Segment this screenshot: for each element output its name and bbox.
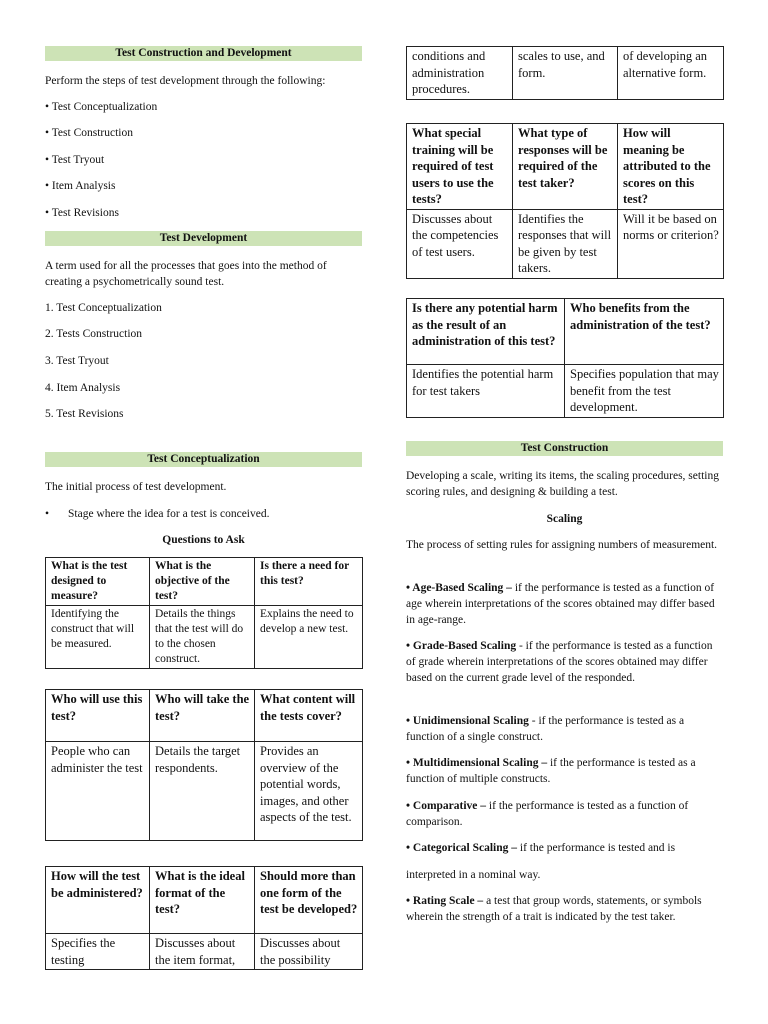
questions-table-3-continued bbox=[406, 46, 724, 100]
scaling-desc: if the performance is tested as a function of age wherein interpretations of the scores obtained may differ based in age-range. bbox=[406, 582, 715, 626]
table-cell: Details the target respondents. bbox=[150, 742, 255, 841]
table-header-cell: Who will take the test? bbox=[150, 690, 255, 742]
table-cell: Discusses about the possibility bbox=[255, 934, 363, 970]
bullet-mark: • bbox=[45, 508, 50, 520]
table-header-cell: Should more than one form of the test be developed? bbox=[255, 867, 363, 934]
questions-table-1 bbox=[45, 557, 363, 669]
numbered-item: 1. Test Conceptualization bbox=[45, 302, 162, 314]
questions-table-5 bbox=[406, 298, 724, 418]
scaling-term: • Comparative – bbox=[406, 800, 487, 812]
scaling-type-age-based bbox=[406, 580, 723, 628]
scaling-term: • Unidimensional Scaling bbox=[406, 715, 529, 727]
scaling-type-categorical bbox=[406, 840, 723, 856]
scaling-heading: Scaling bbox=[546, 513, 583, 525]
scaling-term: • Grade-Based Scaling bbox=[406, 640, 517, 652]
table-cell: Details the things that the test will do to the chosen construct. bbox=[150, 606, 255, 669]
table-header-cell: What is the objective of the test? bbox=[150, 558, 255, 606]
bullet-text: Stage where the idea for a test is conceived. bbox=[68, 508, 270, 520]
scaling-desc: a test that group words, statements, or symbols wherein the strength of a trait is indicated by the test taker. bbox=[406, 895, 702, 923]
scaling-type-multidimensional bbox=[406, 755, 723, 787]
table-cell: of developing an alternative form. bbox=[618, 47, 724, 100]
scaling-term: • Categorical Scaling – bbox=[406, 842, 518, 854]
scaling-type-comparative bbox=[406, 798, 723, 830]
table-header-cell: What is the ideal format of the test? bbox=[150, 867, 255, 934]
table-cell: Specifies population that may benefit from the test development. bbox=[565, 365, 724, 418]
table-cell: Identifies the responses that will be given by test takers. bbox=[513, 209, 618, 278]
list-item: • Test Revisions bbox=[45, 207, 119, 219]
section-title-test-conceptualization: Test Conceptualization bbox=[45, 452, 362, 467]
definition-text: A term used for all the processes that goes into the method of creating a psychometrically sound test. bbox=[45, 260, 327, 288]
table-header-cell: How will the test be administered? bbox=[46, 867, 150, 934]
table-header-cell: What is the test designed to measure? bbox=[46, 558, 150, 606]
table-header-cell: Is there a need for this test? bbox=[255, 558, 363, 606]
definition-text: The initial process of test development. bbox=[45, 481, 227, 493]
numbered-item: 4. Item Analysis bbox=[45, 382, 121, 394]
table-header-cell: What content will the tests cover? bbox=[255, 690, 363, 742]
table-header-cell: What special training will be required of test users to use the tests? bbox=[407, 124, 513, 210]
table-header-cell: Who will use this test? bbox=[46, 690, 150, 742]
scaling-definition: The process of setting rules for assigning numbers of measurement. bbox=[406, 539, 718, 551]
scaling-term: • Age-Based Scaling – bbox=[406, 582, 512, 594]
table-header-cell: Who benefits from the administration of the test? bbox=[565, 299, 724, 365]
numbered-item: 2. Tests Construction bbox=[45, 328, 143, 340]
questions-heading: Questions to Ask bbox=[162, 534, 245, 546]
scaling-type-grade-based bbox=[406, 638, 723, 686]
scaling-categorical-continued: interpreted in a nominal way. bbox=[406, 869, 541, 881]
list-item: • Test Tryout bbox=[45, 154, 105, 166]
table-cell: scales to use, and form. bbox=[513, 47, 618, 100]
table-cell: Identifies the potential harm for test takers bbox=[407, 365, 565, 418]
section-title-test-construction: Test Construction bbox=[406, 441, 723, 456]
scaling-desc: - if the performance is tested as a function of grade wherein interpretations of the scores obtained may differ based on the current grade level of the responded. bbox=[406, 640, 713, 684]
definition-text: Developing a scale, writing its items, the scaling procedures, setting scoring rules, and designing & building a test. bbox=[406, 470, 719, 498]
table-cell: Specifies the testing bbox=[46, 934, 150, 970]
bullet-item bbox=[45, 506, 362, 522]
scaling-term: • Rating Scale – bbox=[406, 895, 484, 907]
table-cell: Identifying the construct that will be measured. bbox=[46, 606, 150, 669]
scaling-type-unidimensional bbox=[406, 713, 723, 745]
questions-table-4 bbox=[406, 123, 724, 279]
section-title-test-development: Test Development bbox=[45, 231, 362, 246]
table-cell: Will it be based on norms or criterion? bbox=[618, 209, 724, 278]
questions-table-2 bbox=[45, 689, 363, 841]
scaling-desc: if the performance is tested and is bbox=[517, 842, 676, 854]
section-title-test-construction-development: Test Construction and Development bbox=[45, 46, 362, 61]
section-intro: Perform the steps of test development through the following: bbox=[45, 75, 326, 87]
table-header-cell: Is there any potential harm as the result of an administration of this test? bbox=[407, 299, 565, 365]
questions-table-3 bbox=[45, 866, 363, 970]
scaling-term: • Multidimensional Scaling – bbox=[406, 757, 548, 769]
table-cell: Discusses about the competencies of test users. bbox=[407, 209, 513, 278]
list-item: • Item Analysis bbox=[45, 180, 116, 192]
scaling-desc: if the performance is tested as a function of multiple constructs. bbox=[406, 757, 696, 785]
table-cell: conditions and administration procedures. bbox=[407, 47, 513, 100]
table-header-cell: What type of responses will be required of the test taker? bbox=[513, 124, 618, 210]
numbered-item: 5. Test Revisions bbox=[45, 408, 124, 420]
list-item: • Test Construction bbox=[45, 127, 133, 139]
scaling-desc: - if the performance is tested as a function of a single construct. bbox=[406, 715, 685, 743]
scaling-desc: if the performance is tested as a function of comparison. bbox=[406, 800, 689, 828]
table-header-cell: How will meaning be attributed to the scores on this test? bbox=[618, 124, 724, 210]
numbered-item: 3. Test Tryout bbox=[45, 355, 109, 367]
scaling-type-rating-scale bbox=[406, 893, 723, 925]
table-cell: People who can administer the test bbox=[46, 742, 150, 841]
table-cell: Discusses about the item format, bbox=[150, 934, 255, 970]
table-cell: Provides an overview of the potential words, images, and other aspects of the test. bbox=[255, 742, 363, 841]
list-item: • Test Conceptualization bbox=[45, 101, 158, 113]
table-cell: Explains the need to develop a new test. bbox=[255, 606, 363, 669]
